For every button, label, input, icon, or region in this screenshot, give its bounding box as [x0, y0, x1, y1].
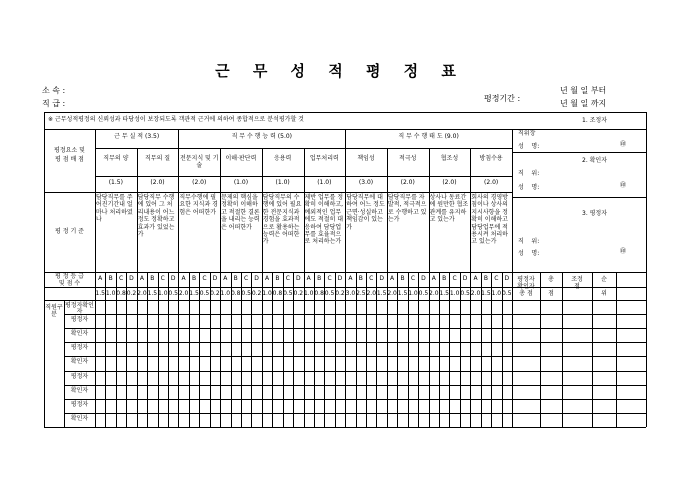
grade-score: 0.8	[314, 290, 324, 297]
grade-score: 0.5	[199, 290, 210, 297]
factor-criteria: 담당직무 수행에 있어 그 처리내용이 어느 정도 정확하고 효과가 있었는가	[137, 194, 177, 239]
summary-column-header: 평정자 확인자 총 점	[517, 276, 535, 297]
grade-letter: B	[275, 275, 280, 282]
seal-mark: ㊞	[620, 182, 627, 189]
grade-score: 1.0	[303, 290, 314, 297]
grade-score: 1.0	[491, 290, 502, 297]
rater-row-label: 확인자	[70, 386, 89, 394]
grade-score: 2.0	[429, 290, 439, 297]
grade-letter: A	[306, 275, 311, 282]
elements-label: 평정요소 및 평 점 배 점	[54, 147, 85, 163]
panel-confirmer-role: 직 위:	[518, 170, 540, 177]
grade-score: 2.5	[356, 290, 366, 297]
grade-letter: C	[410, 275, 416, 282]
grade-letter: D	[254, 275, 259, 282]
position-label: 직 급 :	[42, 99, 66, 108]
grade-score: 1.5	[376, 290, 387, 297]
panel-rater-role: 직 위:	[518, 238, 540, 245]
grade-letter: B	[108, 275, 113, 282]
grade-score: 1.5	[481, 290, 491, 297]
seal-mark: ㊞	[620, 248, 627, 255]
rater-row-label: 평정자	[70, 400, 89, 408]
factor-score: (3.0)	[358, 179, 374, 186]
grade-letter: A	[223, 275, 228, 282]
grade-letter: C	[369, 275, 374, 282]
affiliation-label: 소 속 :	[42, 86, 66, 95]
group-header: 직 무 수 행 태 도 (9.0)	[398, 133, 459, 140]
summary-column-header: 총 점	[548, 276, 554, 297]
factor-criteria: 직무수행에 필요한 지식과 경험은 어떠한가	[179, 194, 218, 216]
grid-line	[646, 112, 647, 427]
grade-letter: D	[129, 275, 134, 282]
criteria-label: 평 정 기 준	[55, 228, 84, 235]
grade-letter: D	[170, 275, 176, 282]
rater-row-label: 평정자	[70, 372, 89, 380]
grade-letter: C	[118, 275, 124, 282]
grade-letter: A	[473, 275, 478, 282]
grid-line	[44, 112, 646, 113]
grade-score: 2.0	[366, 290, 377, 297]
panel-rater-name: 성 명:	[518, 250, 540, 257]
period-to: 년 월 일 까지	[560, 99, 607, 108]
panel-confirmer-name: 성 명:	[518, 184, 540, 191]
summary-column-header: 조정 점	[571, 276, 583, 290]
grade-score: 1.0	[220, 290, 231, 297]
summary-column-header: 순 위	[601, 276, 607, 297]
factor-name: 직무의 양	[103, 155, 129, 162]
factor-criteria: 담당직무를 자발적, 적극적으로 수행하고 있는가	[387, 194, 427, 224]
grade-letter: D	[212, 275, 218, 282]
grade-score: 2.0	[137, 290, 147, 297]
grade-score: 0.2	[126, 290, 137, 297]
panel-adjuster-name: 성 명:	[518, 143, 540, 150]
grade-score: 0.2	[251, 290, 262, 297]
grade-score: 0.2	[293, 290, 304, 297]
grade-letter: C	[494, 275, 499, 282]
period-label: 평정기간 :	[484, 94, 521, 103]
rater-row-label: 확인자	[70, 330, 89, 338]
period-from: 년 월 일 부터	[560, 86, 607, 95]
grade-score: 0.5	[283, 290, 293, 297]
grade-letter: C	[285, 275, 290, 282]
grid-line	[44, 427, 646, 428]
grade-score: 1.0	[105, 290, 116, 297]
grid-line	[64, 356, 512, 357]
grade-letter: D	[504, 275, 510, 282]
grade-score: 0.5	[324, 290, 335, 297]
grade-letter: C	[244, 275, 249, 282]
grid-line	[64, 314, 512, 315]
grade-letter: A	[390, 275, 395, 282]
factor-criteria: 상사나 동료간에 원만한 협조관계를 유지하고 있는가	[429, 194, 469, 224]
grade-letter: B	[150, 275, 155, 282]
factor-criteria: 담당직무의 수행에 있어 필요한 전문지식과 경험을 효과적으로 활용하는 능력은 어떠한가	[262, 194, 302, 246]
grade-letter: A	[98, 275, 103, 282]
group-header: 근 무 실 적 (3.5)	[114, 133, 160, 140]
grade-label: 평 정 등 급 및 점 수	[55, 273, 84, 287]
grade-score: 1.5	[95, 290, 105, 297]
grade-score: 2.0	[387, 290, 397, 297]
panel-rater-title: 3. 평정자	[582, 210, 608, 217]
grade-score: 0.8	[272, 290, 283, 297]
grade-letter: B	[483, 275, 488, 282]
seal-mark: ㊞	[620, 141, 627, 148]
grade-letter: C	[160, 275, 165, 282]
grade-score: 0.5	[241, 290, 251, 297]
grade-letter: B	[191, 275, 197, 282]
grid-line	[64, 371, 512, 372]
factor-name: 직무의 질	[144, 155, 171, 162]
grade-letter: B	[358, 275, 363, 282]
grade-score: 0.8	[116, 290, 126, 297]
grade-letter: A	[181, 275, 186, 282]
grade-score: 1.0	[449, 290, 460, 297]
factor-name: 업무처리력	[309, 155, 339, 162]
grid-line	[512, 152, 646, 153]
grid-line	[562, 272, 563, 427]
grade-letter: A	[264, 275, 270, 282]
factor-name: 이해·판단력	[225, 155, 257, 162]
factor-score: (1.0)	[233, 179, 249, 186]
factor-name: 응용력	[273, 155, 292, 162]
rater-row-label: 평정자확인자	[65, 302, 94, 315]
grid-line	[64, 385, 512, 386]
grade-score: 0.5	[502, 290, 512, 297]
factor-score: (1.5)	[108, 179, 123, 186]
grade-letter: B	[317, 275, 322, 282]
factor-criteria: 제반 업무를 정확히 이해하고, 예외적인 업무에도 적절히 대응하여 담당업무를 효율적으로 처리하는가	[304, 194, 346, 246]
grade-letter: A	[348, 275, 353, 282]
document-title: 근 무 성 적 평 정 표	[215, 62, 465, 80]
rater-type-header: 직원구분	[45, 304, 63, 318]
grade-letter: A	[431, 275, 436, 282]
grade-letter: D	[295, 275, 301, 282]
factor-name: 책임성	[357, 155, 375, 162]
panel-confirmer-title: 2. 확인자	[582, 157, 608, 164]
factor-criteria: 문제의 핵심을 정확히 이해하고 적절한 결론을 내리는 능력은 어떠한가	[221, 194, 260, 231]
grid-line	[64, 399, 512, 400]
factor-criteria: 담당직무를 주어진기간내 얼마나 처리하였나	[96, 194, 133, 224]
rater-row-label: 평정자	[70, 344, 89, 352]
grade-letter: C	[202, 275, 207, 282]
grade-score: 0.8	[230, 290, 241, 297]
grid-line	[64, 413, 512, 414]
grade-letter: B	[400, 275, 405, 282]
rater-row-label: 확인자	[70, 414, 89, 422]
grade-score: 0.5	[460, 290, 470, 297]
grade-letter: B	[233, 275, 238, 282]
factor-score: (2.0)	[442, 179, 457, 186]
factor-criteria: 회사의 경영방침이나 상사의 지시사항을 정확히 이해하고 담당업무에 적용시켜 처리하고 있는가	[471, 194, 510, 246]
grade-score: 0.2	[335, 290, 345, 297]
grade-score: 1.5	[397, 290, 408, 297]
grade-score: 1.5	[439, 290, 449, 297]
factor-criteria: 담당직무에 대하여 어느 정도 근면·성실하고 책임감이 있는가	[346, 194, 387, 231]
factor-score: (1.0)	[275, 179, 290, 186]
panel-adjuster-title: 1. 조정자	[582, 117, 608, 124]
factor-name: 방침수용	[479, 155, 503, 162]
grid-line	[512, 197, 646, 198]
grade-letter: C	[452, 275, 457, 282]
grade-letter: D	[337, 275, 343, 282]
grade-score: 1.5	[147, 290, 158, 297]
grade-score: 1.0	[157, 290, 168, 297]
factor-name: 적극성	[399, 155, 417, 162]
grade-score: 0.5	[418, 290, 429, 297]
factor-score: (2.0)	[400, 179, 415, 186]
factor-score: (2.0)	[484, 179, 499, 186]
factor-score: (2.0)	[192, 179, 207, 186]
grid-line	[64, 342, 512, 343]
grade-score: 1.5	[189, 290, 199, 297]
grade-letter: A	[139, 275, 144, 282]
group-header: 직 무 수 행 능 력 (5.0)	[231, 133, 293, 140]
rater-row-label: 확인자	[70, 358, 89, 366]
factor-score: (1.0)	[317, 179, 332, 186]
grid-line	[44, 192, 512, 193]
grade-letter: D	[421, 275, 426, 282]
grade-score: 1.0	[262, 290, 272, 297]
grid-line	[616, 272, 617, 427]
grid-line	[64, 328, 512, 329]
factor-name: 협조성	[440, 155, 459, 162]
factor-name: 전문지식 및 기술	[179, 155, 219, 169]
grade-letter: D	[379, 275, 384, 282]
grade-score: 0.2	[210, 290, 220, 297]
rater-row-label: 평정자	[70, 316, 89, 324]
instruction-note: ※ 근무성적평정의 신뢰성과 타당성이 보장되도록 객관적 근거에 의하여 종합적으로 분석평가할 것	[48, 116, 304, 123]
grade-score: 2.0	[470, 290, 481, 297]
grade-letter: C	[327, 275, 332, 282]
grade-score: 0.5	[168, 290, 178, 297]
grade-score: 1.0	[408, 290, 418, 297]
grade-letter: D	[462, 275, 468, 282]
grade-letter: B	[442, 275, 447, 282]
grade-score: 3.0	[345, 290, 356, 297]
factor-score: (2.0)	[150, 179, 165, 186]
grade-score: 2.0	[178, 290, 189, 297]
panel-adjuster-role: 직위장	[518, 130, 536, 137]
